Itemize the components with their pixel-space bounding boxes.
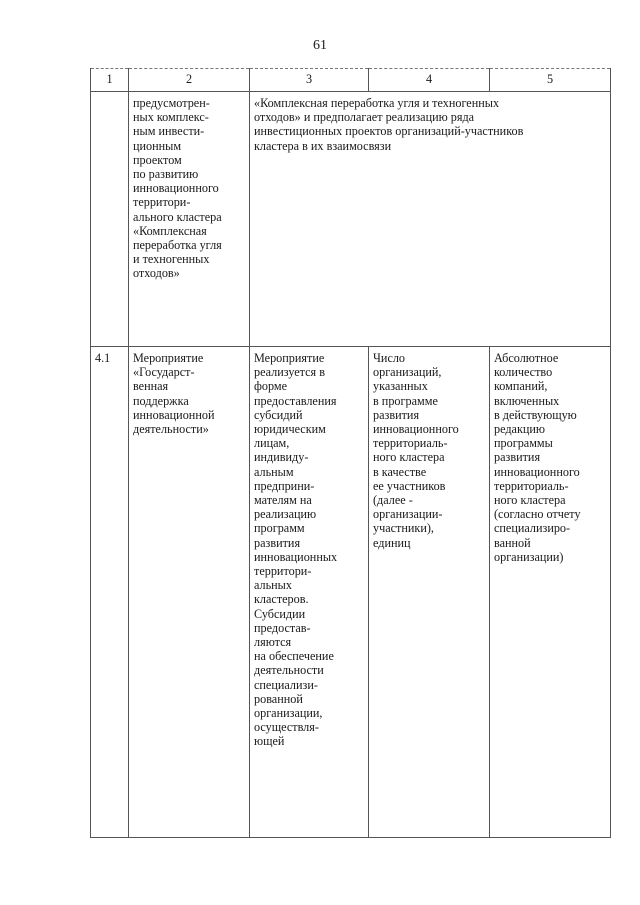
header-cell-1: 1 — [91, 69, 129, 92]
table-row-4-1 — [91, 347, 611, 838]
text-line: субсидий — [254, 407, 303, 422]
text-line: проектом — [133, 152, 182, 167]
text-line: переработка угля — [133, 238, 222, 253]
header-cell-4: 4 — [369, 69, 490, 92]
text-line: инновационных — [254, 549, 338, 564]
text-line: программы — [494, 436, 553, 451]
cell-indicator — [369, 347, 490, 838]
text-line: участники), — [373, 521, 434, 536]
page-number: 61 — [313, 38, 327, 53]
text-line: Мероприятие — [254, 351, 325, 365]
text-line: ющей — [254, 734, 285, 749]
text-line: отходов» — [133, 266, 180, 281]
text-line: организации, — [254, 706, 323, 721]
text-line: предусмотрен- — [133, 96, 210, 110]
text-line: юридическим — [254, 422, 326, 437]
cell-event-description — [250, 347, 369, 838]
text-line: реализацию — [254, 507, 317, 522]
cell-merged-description — [250, 92, 611, 347]
text-line: инновационной — [133, 407, 215, 422]
header-cell-3: 3 — [250, 69, 369, 92]
text-line: ным инвести- — [133, 124, 205, 139]
text-line: в программе — [373, 393, 438, 408]
text-line: поддержка — [133, 393, 189, 408]
text-line: территори- — [133, 195, 191, 210]
text-line: ляются — [254, 635, 292, 650]
text-line: венная — [133, 379, 169, 394]
text-line: ального кластера — [133, 209, 222, 224]
text-line: в действующую — [494, 407, 577, 422]
text-line: мателям на — [254, 493, 312, 508]
cell-calculation-method — [490, 347, 611, 838]
text-line: индивиду- — [254, 450, 309, 465]
text-line: ного кластера — [494, 493, 566, 508]
text-line: осуществля- — [254, 720, 319, 735]
text-line: кластера в их взаимосвязи — [254, 138, 392, 153]
cell-event-name — [129, 347, 250, 838]
text-line: (далее - — [373, 493, 413, 508]
text-line: и техногенных — [133, 252, 210, 267]
text-line: Число — [373, 351, 406, 365]
text-line: Субсидии — [254, 606, 306, 621]
text-line: специализиро- — [494, 521, 571, 536]
text-line: альным — [254, 464, 294, 479]
text-line: отходов» и предполагает реализацию ряда — [254, 110, 475, 125]
text-line: специализи- — [254, 677, 318, 692]
text-line: рованной — [254, 691, 303, 706]
text-line: предприни- — [254, 478, 315, 493]
text-line: предостав- — [254, 620, 311, 635]
text-line: Абсолютное — [494, 351, 559, 365]
text-line: территориаль- — [373, 436, 448, 451]
text-line: единиц — [373, 535, 411, 550]
text-line: редакцию — [494, 422, 546, 437]
header-cell-2: 2 — [129, 69, 250, 92]
text-line: по развитию — [133, 167, 199, 182]
text-line: реализуется в — [254, 365, 325, 380]
text-line: развития — [494, 450, 541, 465]
text-line: инновационного — [133, 181, 219, 196]
table-header-row — [91, 69, 611, 92]
text-line: лицам, — [254, 436, 290, 451]
text-line: инвестиционных проектов организаций-участников — [254, 124, 524, 139]
text-line: в качестве — [373, 464, 427, 479]
text-line: ного кластера — [373, 450, 445, 465]
text-line: ванной — [494, 535, 531, 550]
text-line: программ — [254, 521, 305, 536]
text-line: на обеспечение — [254, 649, 334, 664]
text-line: организации- — [373, 507, 443, 522]
text-line: развития — [254, 535, 301, 550]
program-table — [90, 68, 611, 838]
text-line: Мероприятие — [133, 351, 204, 365]
text-line: (согласно отчету — [494, 507, 581, 522]
text-line: кластеров. — [254, 592, 309, 607]
text-line: развития — [373, 407, 420, 422]
text-line: количество — [494, 365, 553, 380]
text-line: инновационного — [373, 422, 459, 437]
text-line: деятельности — [254, 663, 324, 678]
text-line: альных — [254, 578, 292, 593]
text-line: ее участников — [373, 478, 446, 493]
text-line: деятельности» — [133, 422, 209, 437]
text-line: ционным — [133, 138, 182, 153]
text-line: компаний, — [494, 379, 548, 394]
text-line: «Комплексная переработка угля и техногенных — [254, 96, 500, 110]
cell-number — [91, 92, 129, 347]
cell-event-name — [129, 92, 250, 347]
text-line: включенных — [494, 393, 560, 408]
text-line: территори- — [254, 564, 312, 579]
text-line: организаций, — [373, 365, 442, 380]
table-row-continuation — [91, 92, 611, 347]
text-line: организации) — [494, 549, 564, 564]
text-line: указанных — [373, 379, 428, 394]
text-line: «Государст- — [133, 365, 195, 380]
text-line: территориаль- — [494, 478, 569, 493]
text-line: инновационного — [494, 464, 580, 479]
header-cell-5: 5 — [490, 69, 611, 92]
text-line: форме — [254, 379, 288, 394]
text-line: предоставления — [254, 393, 337, 408]
cell-number: 4.1 — [91, 347, 129, 838]
text-line: «Комплексная — [133, 223, 207, 238]
text-line: ных комплекс- — [133, 110, 209, 125]
